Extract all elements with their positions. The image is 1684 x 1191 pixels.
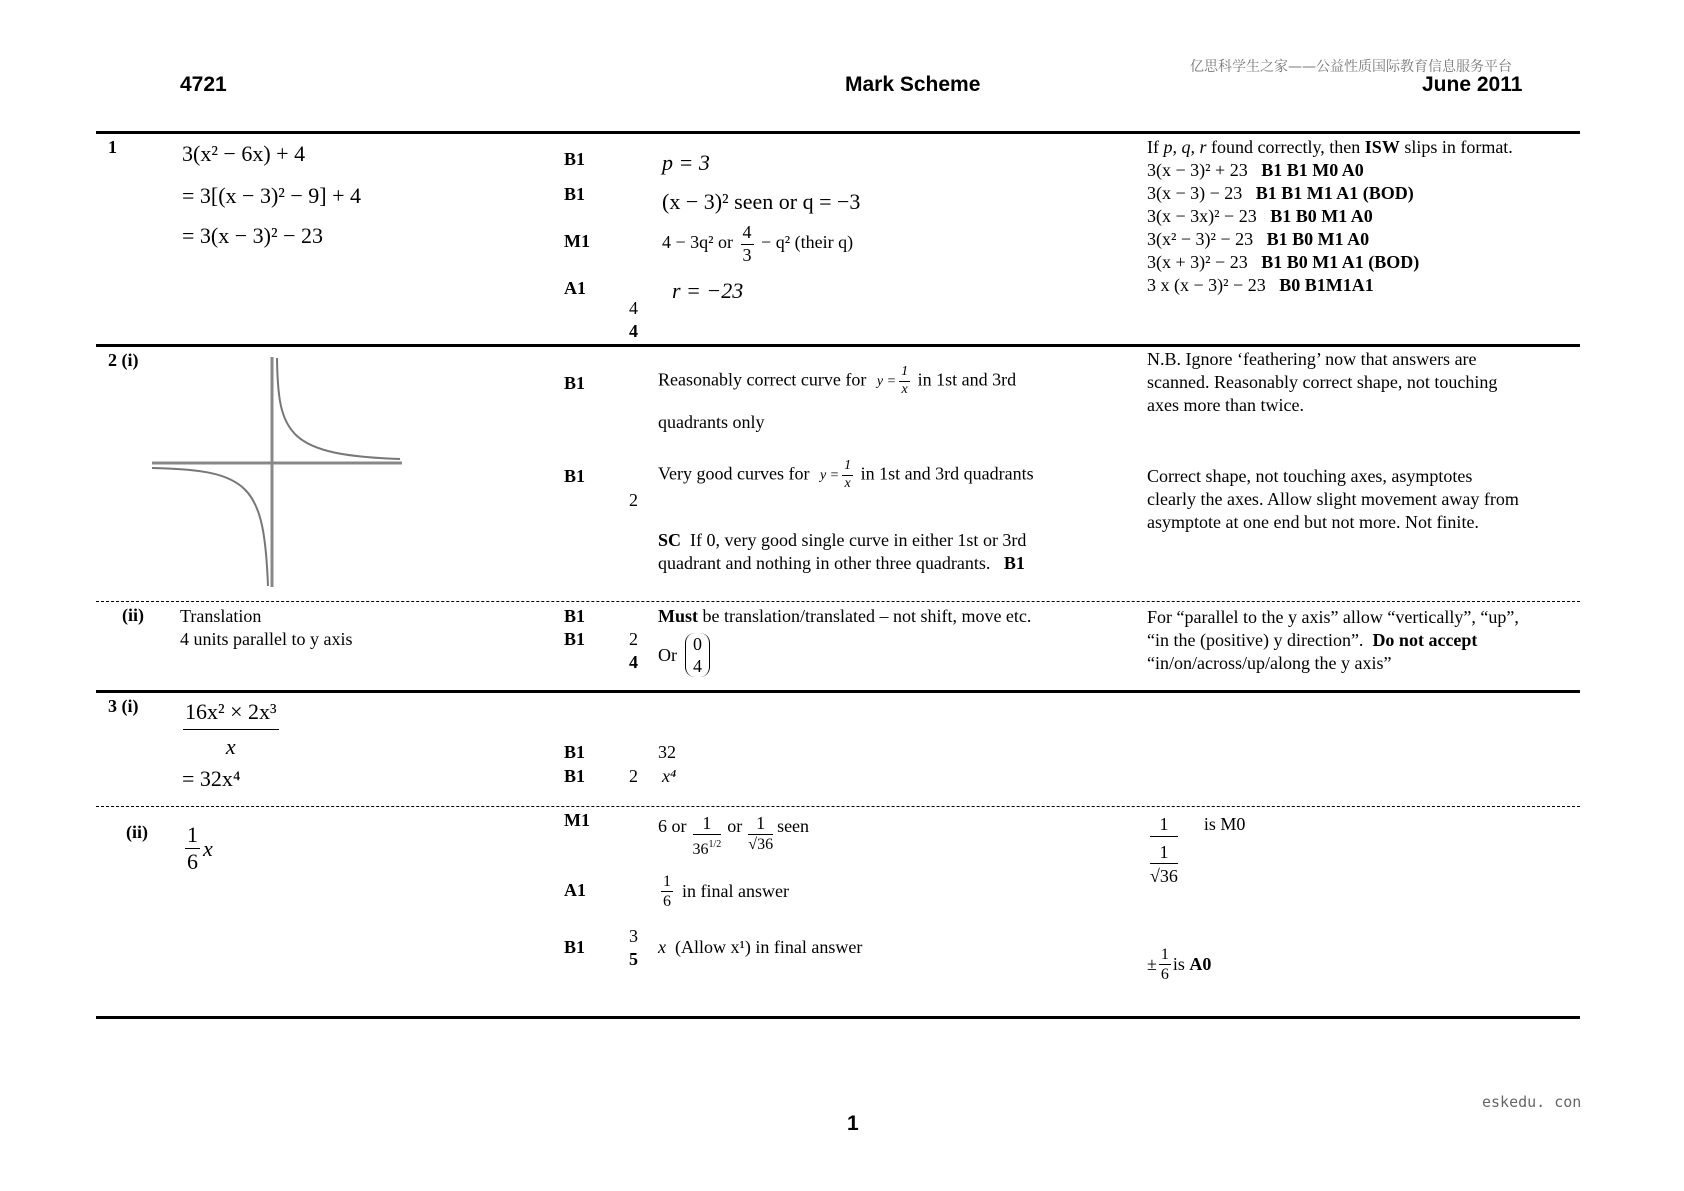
guidance-marks: B1 B1 M0 A0 xyxy=(1261,160,1364,180)
guidance-text: is xyxy=(1172,954,1185,975)
mark-code: B1 xyxy=(564,466,586,486)
vector-component: 0 xyxy=(693,634,702,654)
curve-third-quadrant xyxy=(152,468,268,586)
fraction-exponent: 1/2 xyxy=(708,839,722,850)
criterion-text: quadrants only xyxy=(658,412,765,432)
fraction-denominator: x xyxy=(225,734,236,759)
fraction-denominator: 6 xyxy=(663,893,671,911)
guidance-expr: 3(x − 3) − 23 xyxy=(1147,183,1243,203)
part-total: 2 xyxy=(629,490,638,510)
special-case xyxy=(658,530,1026,574)
mark-code: B1 xyxy=(564,373,586,393)
criterion xyxy=(658,812,809,860)
fraction-numerator: 1 xyxy=(899,364,910,382)
answer-fraction xyxy=(183,699,279,760)
guidance-q2ii xyxy=(1147,606,1519,675)
criterion-text: Or xyxy=(658,644,677,665)
criterion-text: Very good curves for xyxy=(658,463,810,484)
guidance-line: N.B. Ignore ‘feathering’ now that answers are xyxy=(1147,349,1477,369)
criterion-text: be translation/translated – not shift, move etc. xyxy=(702,606,1032,626)
watermark-top: 亿思科学生之家——公益性质国际教育信息服务平台 xyxy=(1190,59,1512,75)
criterion-text: (Allow x¹) in final answer xyxy=(675,937,863,957)
guidance-line: For “parallel to the y axis” allow “vertically”, “up”, xyxy=(1147,607,1519,627)
answer-q2ii xyxy=(180,605,352,651)
fraction-denominator: x xyxy=(901,381,908,397)
fraction-numerator: 1 xyxy=(693,812,722,835)
guidance-marks: B0 B1M1A1 xyxy=(1279,275,1374,295)
fraction xyxy=(748,812,773,855)
fraction-numerator: 1 xyxy=(661,872,673,892)
reciprocal-graph xyxy=(150,355,410,590)
guidance-line xyxy=(1147,182,1513,205)
sc-label: SC xyxy=(658,530,682,550)
answer-line: 4 units parallel to y axis xyxy=(180,629,353,649)
criterion-text: in 1st and 3rd quadrants xyxy=(860,463,1034,484)
guidance-line xyxy=(1147,136,1513,159)
guidance-text: found correctly, then xyxy=(1211,137,1361,157)
mark-code: A1 xyxy=(564,278,586,298)
watermark-bottom: eskedu. con xyxy=(1482,1093,1582,1111)
guidance-line xyxy=(1147,274,1513,297)
criterion-text: 4 − 3q² or xyxy=(662,232,734,253)
question-number: 1 xyxy=(108,137,117,157)
part-total: 2 xyxy=(629,766,638,786)
top-rule xyxy=(96,131,1580,134)
guidance-line xyxy=(1147,205,1513,228)
fraction-numerator: 4 xyxy=(741,222,754,245)
fraction-denominator: x xyxy=(844,475,851,491)
fraction-numerator: 1 xyxy=(1159,945,1171,965)
mark-code: B1 xyxy=(564,742,586,762)
fraction-denominator: 6 xyxy=(1160,966,1169,984)
mark-code: B1 xyxy=(564,184,586,204)
guidance-q1 xyxy=(1147,136,1513,297)
guidance-isw: ISW xyxy=(1364,137,1400,157)
answer-line: = 3[(x − 3)² − 9] + 4 xyxy=(182,183,362,208)
fraction-numerator: 1 xyxy=(1150,812,1178,837)
guidance-marks: B1 B0 M1 A1 (BOD) xyxy=(1261,252,1420,272)
criterion: x⁴ xyxy=(662,766,677,786)
guidance-text: slips in format. xyxy=(1404,137,1513,157)
dash-q3ii xyxy=(96,806,1580,807)
guidance-bold: Do not accept xyxy=(1372,630,1478,650)
guidance-q3ii-b xyxy=(1147,945,1211,984)
guidance-q3ii-a xyxy=(1150,812,1245,888)
vector-component: 4 xyxy=(693,656,702,676)
dash-q2ii xyxy=(96,601,1580,602)
mark-code: B1 xyxy=(564,149,586,169)
criterion xyxy=(658,872,789,911)
guidance-expr: 3(x − 3x)² − 23 xyxy=(1147,206,1257,226)
inner-denominator: √36 xyxy=(1150,866,1178,886)
equation-lhs: y = xyxy=(819,468,840,484)
mark-code: B1 xyxy=(564,629,586,649)
guidance-line xyxy=(1147,251,1513,274)
paper-code: 4721 xyxy=(180,73,227,96)
fraction-numerator: 1 xyxy=(842,458,853,476)
guidance-mark: A0 xyxy=(1189,954,1212,975)
answer-line: = 3(x − 3)² − 23 xyxy=(182,223,323,248)
fraction-denominator: 6 xyxy=(187,849,198,875)
criterion: p = 3 xyxy=(662,150,710,175)
guidance-line: axes more than twice. xyxy=(1147,395,1304,415)
guidance-text: If xyxy=(1147,137,1159,157)
criterion-text: or xyxy=(727,816,743,836)
fraction-denominator: 36 xyxy=(692,841,709,858)
guidance-expr: 3(x + 3)² − 23 xyxy=(1147,252,1248,272)
criterion xyxy=(658,458,1034,493)
answer-line: Translation xyxy=(180,606,262,626)
answer-line: 3(x² − 6x) + 4 xyxy=(182,141,306,166)
criterion-text: 6 or xyxy=(658,816,687,836)
compound-fraction xyxy=(1150,812,1178,888)
fraction-denominator xyxy=(1150,841,1178,888)
guidance-expr: 3 x (x − 3)² − 23 xyxy=(1147,275,1266,295)
criterion-bold: Must xyxy=(658,606,698,626)
criterion xyxy=(658,606,1031,627)
criterion: r = −23 xyxy=(672,278,744,303)
fraction-numerator: 16x² × 2x³ xyxy=(183,699,279,730)
exam-date: June 2011 xyxy=(1422,73,1523,96)
fraction-numerator: 1 xyxy=(185,822,200,849)
guidance-line xyxy=(1147,228,1513,251)
guidance-line xyxy=(1147,629,1519,652)
criterion xyxy=(658,364,1016,399)
criterion: 32 xyxy=(658,742,676,762)
bottom-rule xyxy=(96,1016,1580,1019)
answer-line: = 32x⁴ xyxy=(182,766,241,791)
guidance-line: clearly the axes. Allow slight movement away from xyxy=(1147,489,1519,509)
question-number: 3 (i) xyxy=(108,696,139,716)
criterion-text: in 1st and 3rd xyxy=(917,369,1017,390)
guidance-marks: B1 B1 M1 A1 (BOD) xyxy=(1255,183,1414,203)
inner-numerator: 1 xyxy=(1150,841,1178,864)
page-number: 1 xyxy=(847,1112,859,1135)
question-total: 4 xyxy=(629,321,638,341)
sc-mark: B1 xyxy=(1003,553,1025,573)
criterion-text: in final answer xyxy=(682,881,789,902)
sc-text: quadrant and nothing in other three quadrants. xyxy=(658,553,991,573)
mark-code: A1 xyxy=(564,880,586,900)
criterion-variable: x xyxy=(658,937,666,957)
mark-code: B1 xyxy=(564,937,586,957)
criterion-vector xyxy=(658,633,710,677)
guidance-line: asymptote at one end but not more. Not finite. xyxy=(1147,512,1479,532)
criterion-text: Reasonably correct curve for xyxy=(658,369,867,390)
guidance-line xyxy=(1147,159,1513,182)
document-title: Mark Scheme xyxy=(845,73,981,96)
rule-q2 xyxy=(96,344,1580,347)
fraction-denominator: √36 xyxy=(748,836,774,853)
part-label: (ii) xyxy=(122,605,144,625)
fraction-denominator: 3 xyxy=(742,244,752,265)
mark-code: B1 xyxy=(564,766,586,786)
criterion xyxy=(662,222,853,266)
criterion-text: seen xyxy=(777,816,810,836)
part-total: 3 xyxy=(629,926,638,946)
column-vector xyxy=(685,633,710,677)
plus-minus: ± xyxy=(1147,954,1157,975)
guidance-text: is M0 xyxy=(1203,814,1246,834)
part-total: 2 xyxy=(629,629,638,649)
criterion xyxy=(658,937,862,958)
part-total: 4 xyxy=(629,298,638,318)
mark-code: M1 xyxy=(564,231,590,251)
sc-text: If 0, very good single curve in either 1st or 3rd xyxy=(690,530,1027,550)
answer-variable: x xyxy=(203,835,213,861)
fraction xyxy=(693,812,722,860)
guidance-line: Correct shape, not touching axes, asymptotes xyxy=(1147,466,1473,486)
guidance-q2i-b xyxy=(1147,465,1519,534)
guidance-expr: 3(x − 3)² + 23 xyxy=(1147,160,1248,180)
rule-q3 xyxy=(96,690,1580,693)
equation-lhs: y = xyxy=(876,374,897,390)
criterion-text: − q² (their q) xyxy=(761,232,854,253)
part-label: (ii) xyxy=(126,822,148,842)
question-total: 4 xyxy=(629,652,638,672)
guidance-marks: B1 B0 M1 A0 xyxy=(1270,206,1373,226)
mark-code: B1 xyxy=(564,606,586,626)
mark-code: M1 xyxy=(564,810,590,830)
guidance-marks: B1 B0 M1 A0 xyxy=(1266,229,1370,249)
guidance-line: “in/on/across/up/along the y axis” xyxy=(1147,653,1392,673)
guidance-text: “in the (positive) y direction”. xyxy=(1147,630,1364,650)
question-number: 2 (i) xyxy=(108,350,139,370)
curve-first-quadrant xyxy=(277,358,400,459)
question-total: 5 xyxy=(629,949,638,969)
answer-q3ii xyxy=(182,822,213,876)
guidance-q2i-a xyxy=(1147,348,1497,417)
criterion: (x − 3)² seen or q = −3 xyxy=(662,189,861,214)
fraction-numerator: 1 xyxy=(748,812,773,835)
guidance-vars: p, q, r xyxy=(1163,137,1207,157)
guidance-expr: 3(x² − 3)² − 23 xyxy=(1147,229,1254,249)
guidance-line: scanned. Reasonably correct shape, not touching xyxy=(1147,372,1498,392)
